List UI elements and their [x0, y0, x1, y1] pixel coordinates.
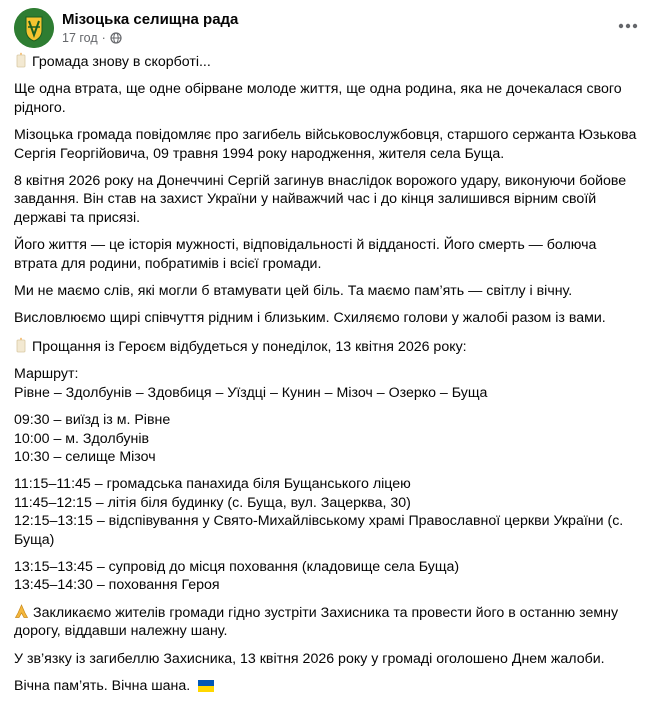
farewell-line [14, 337, 642, 356]
paragraph: Ми не маємо слів, які могли б втамувати цей біль. Та маємо пам’ять — світлу і вічну. [14, 283, 573, 300]
page-avatar[interactable] [14, 8, 54, 48]
more-dots-icon [618, 23, 638, 29]
post-line [14, 52, 642, 71]
route-label: Маршрут: [14, 366, 79, 383]
page-name[interactable]: Мізоцька селищна рада [62, 10, 239, 28]
folded-hands-icon [14, 604, 29, 619]
closing-text: Вічна пам’ять. Вічна шана. [14, 677, 191, 694]
schedule-item: 13:45–14:30 – поховання Героя [14, 577, 220, 594]
post-subline [62, 29, 238, 47]
globe-icon [110, 32, 122, 44]
appeal-text: Закликаємо жителів громади гідно зустріти Захисника та провести його в останню земну дорогу, віддавши належну шану. [14, 604, 619, 640]
post-meta [62, 10, 238, 47]
closing-line [14, 677, 642, 695]
schedule-item: 13:15–13:45 – супровід до місця поховання (кладовище села Буща) [14, 558, 460, 575]
post-header [14, 8, 238, 48]
paragraph: Мізоцька громада повідомляє про загибель військовослужбовця, старшого сержанта Юзькова Сергія Георгійовича, 09 травня 1994 року народження, жителя села Буща. [14, 127, 637, 162]
appeal-line [14, 604, 642, 641]
schedule-block [14, 411, 642, 466]
route: Рівне – Здолбунів – Здовбиця – Уїздці – Кунин – Мізоч – Озерко – Буща [14, 384, 488, 401]
post-time[interactable]: 17 год [62, 30, 98, 45]
coat-of-arms-icon [14, 8, 54, 48]
paragraph: Його життя — це історія мужності, відповідальності й відданості. Його смерть — болюча втрата для родини, побратимів і всієї громади. [14, 237, 597, 272]
paragraph: У зв’язку із загибеллю Захисника, 13 квітня 2026 року у громаді оголошено Днем жалоби. [14, 650, 605, 667]
schedule-item: 10:30 – селище Мізоч [14, 448, 156, 465]
candle-icon [14, 337, 28, 353]
more-options-button[interactable] [614, 12, 642, 40]
farewell-text: Прощання із Героєм відбудеться у понеділок, 13 квітня 2026 року: [32, 338, 467, 355]
meta-separator: · [101, 30, 106, 45]
schedule-item: 09:30 – виїзд із м. Рівне [14, 412, 171, 429]
candle-icon [14, 52, 28, 68]
schedule-item: 10:00 – м. Здолбунів [14, 430, 150, 447]
paragraph: Ще одна втрата, ще одне обірване молоде життя, ще одна родина, яка не дочекалася свого рідного. [14, 81, 622, 116]
ukraine-flag-icon [198, 680, 214, 692]
schedule-item: 11:15–11:45 – громадська панахида біля Бущанського ліцею [14, 476, 411, 493]
intro-text: Громада знову в скорботі... [32, 54, 211, 70]
post-body [14, 52, 642, 704]
schedule-item: 11:45–12:15 – літія біля будинку (с. Буща, вул. Зацерква, 30) [14, 494, 411, 511]
schedule-block [14, 475, 642, 549]
schedule-item: 12:15–13:15 – відспівування у Свято-Михайлівському храмі Православної церкви України (с. Буща) [14, 513, 624, 548]
paragraph: Висловлюємо щирі співчуття рідним і близьким. Схиляємо голови у жалобі разом із вами. [14, 310, 606, 327]
paragraph: 8 квітня 2026 року на Донеччині Сергій загинув внаслідок ворожого удару, виконуючи бойове завдання. Він став на захист України у найважчий час і до кінця залишився вірним своїй державі та присязі. [14, 173, 627, 226]
schedule-block [14, 558, 642, 595]
